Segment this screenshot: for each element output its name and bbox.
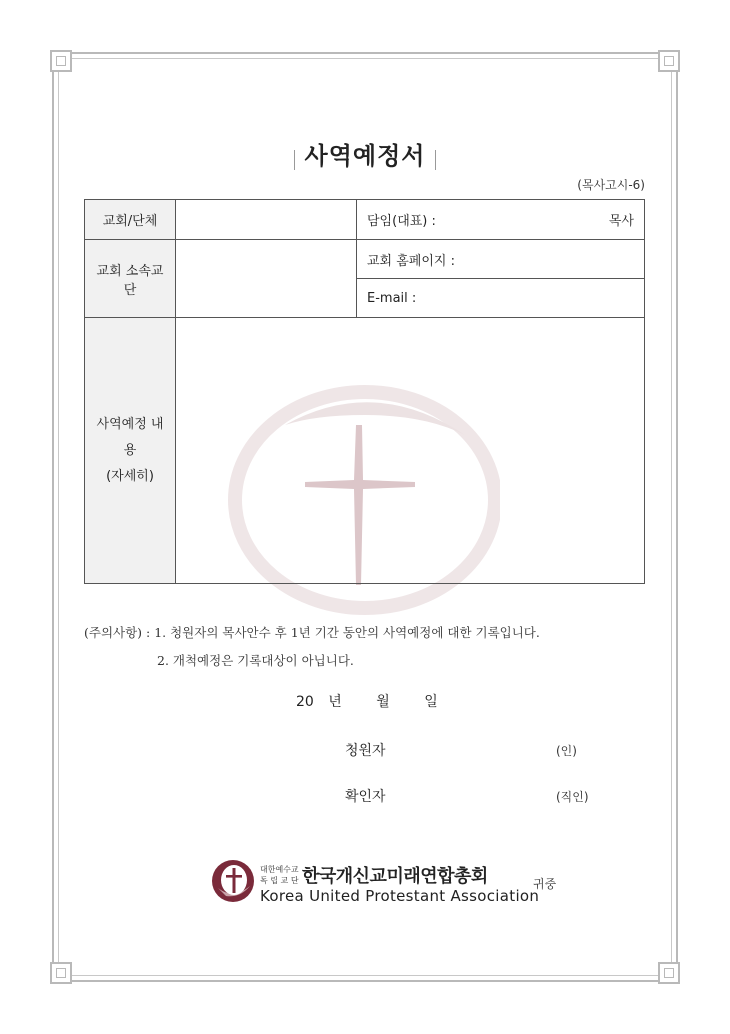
- ministry-content-label-line1: 사역예정 내용: [96, 416, 164, 458]
- date-line: [296, 691, 438, 711]
- ministry-content-field[interactable]: [176, 318, 645, 584]
- corner-ornament-top-left: [50, 50, 72, 72]
- title-bar-left: [294, 150, 295, 170]
- email-label: E-mail :: [367, 290, 417, 306]
- pastor-label: 담임(대표) :: [367, 214, 436, 229]
- recipient-suffix: 귀중: [533, 877, 557, 891]
- cross-logo-icon: [210, 858, 256, 904]
- date-prefix: 20: [296, 694, 314, 710]
- confirmer-label: 확인자: [345, 789, 386, 805]
- organization-name-korean: 한국개신교미래연합총회: [302, 866, 488, 887]
- pastor-suffix: 목사: [608, 214, 634, 229]
- ministry-plan-form: [84, 199, 645, 584]
- organization-name-english: Korea United Protestant Association: [260, 887, 540, 905]
- form-code: (목사고시-6): [577, 178, 645, 192]
- corner-ornament-bottom-left: [50, 962, 72, 984]
- date-year: 년: [328, 694, 342, 710]
- date-month: 월: [376, 694, 390, 710]
- document-title: 사역예정서: [304, 142, 426, 170]
- denomination-field[interactable]: [176, 240, 357, 318]
- title-bar-right: [435, 150, 436, 170]
- confirmer-seal: (직인): [556, 790, 589, 804]
- ministry-content-label-line2: (자세히): [106, 468, 154, 484]
- logo-small-text: [260, 864, 299, 886]
- applicant-seal: (인): [556, 744, 577, 758]
- corner-ornament-bottom-right: [658, 962, 680, 984]
- pastor-field[interactable]: [357, 200, 645, 240]
- logo-small-line-2: 독 립 교 단: [260, 876, 299, 885]
- denomination-label: 교회 소속교단: [85, 240, 176, 318]
- church-org-label: 교회/단체: [85, 200, 176, 240]
- homepage-label: 교회 홈페이지 :: [367, 253, 455, 269]
- note-line-1: (주의사항) : 1. 청원자의 목사안수 후 1년 기간 동안의 사역예정에 대한 기록입니다.: [84, 625, 540, 640]
- homepage-field[interactable]: [357, 240, 645, 279]
- notes: [84, 619, 540, 675]
- logo-small-line-1: 대한예수교: [260, 865, 299, 874]
- corner-ornament-top-right: [658, 50, 680, 72]
- document-title-wrap: [0, 136, 730, 171]
- church-org-field[interactable]: [176, 200, 357, 240]
- organization-logo: [210, 856, 540, 908]
- applicant-label: 청원자: [345, 743, 386, 759]
- email-field[interactable]: [357, 279, 645, 318]
- date-day: 일: [424, 694, 438, 710]
- ministry-content-label: [85, 318, 176, 584]
- note-line-2: 2. 개척예정은 기록대상이 아닙니다.: [157, 653, 354, 668]
